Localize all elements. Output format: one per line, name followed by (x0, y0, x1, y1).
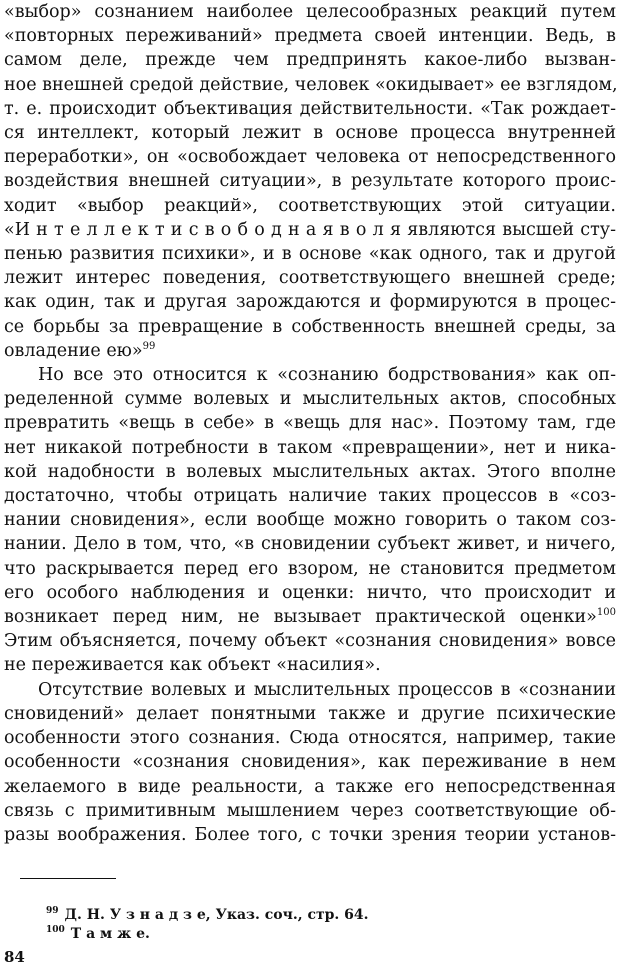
text-line: «повторных переживаний» предмета своей интенции. Ведь, в (4, 26, 616, 47)
footnote-text: Т а м ж е. (70, 926, 150, 942)
text-line: желаемого в виде реальности, а также его непосредственная (4, 776, 616, 797)
text-line: самом деле, прежде чем предпринять какое-либо вызван- (4, 50, 616, 71)
text-line: нет никакой потребности в таком «превращении», нет и ника- (4, 437, 616, 458)
text-line: се борьбы за превращение в собственность внешней среды, за (4, 316, 616, 337)
text-line: особенности этого сознания. Сюда относятся, например, такие (4, 728, 616, 749)
text-line: пенью развития психики», и в основе «как одного, так и другой (4, 244, 616, 265)
text-line: кой надобности в волевых мыслительных актах. Этого вполне (4, 461, 616, 482)
text-line: не переживается как объект «насилия». (4, 655, 381, 676)
body-text (4, 0, 616, 847)
text-line: ределенной сумме волевых и мыслительных актов, способных (4, 389, 616, 410)
page-number: 84 (4, 948, 25, 966)
text-line: нании. Дело в том, что, «в сновидении субъект живет, и ничего, (4, 534, 616, 555)
text-line: его особого наблюдения и оценки: ничто, что происходит и (4, 582, 616, 603)
text-line: Этим объясняется, почему объект «сознания сновидения» вовсе (4, 631, 616, 652)
text-line: достаточно, чтобы отрицать наличие таких процессов в «соз- (4, 486, 616, 507)
footnote (46, 906, 606, 925)
footnote-mark: 99 (46, 906, 59, 917)
paragraph-2 (4, 363, 616, 678)
text-line-content: возникает перед ним, не вызывает практической оценки» (4, 607, 597, 628)
text-line: лежит интерес поведения, соответствующего внешней среде; (4, 268, 616, 289)
text-line (4, 605, 616, 629)
text-line: разы воображения. Более того, с точки зрения теории установ- (4, 824, 616, 845)
text-line: Но все это относится к «сознанию бодрствования» как оп- (38, 365, 616, 386)
text-line (4, 339, 616, 363)
text-line: как один, так и другая зарождаются и формируются в процес- (4, 292, 616, 313)
text-line: нании сновидения», если вообще можно говорить о таком соз- (4, 510, 616, 531)
text-line-content: овладение ею» (4, 340, 143, 361)
text-line: особенности «сознания сновидения», как переживание в нем (4, 752, 616, 773)
paragraph-3 (4, 678, 616, 847)
text-line: ходит «выбор реакций», соответствующих этой ситуации. (4, 195, 616, 216)
footnote-divider (20, 878, 116, 879)
text-line: воздействия внешней ситуации», в результате которого проис- (4, 171, 616, 192)
footnote-ref: 100 (596, 607, 616, 619)
text-line: ся интеллект, который лежит в основе процесса внутренней (4, 123, 616, 144)
paragraph-1 (4, 0, 616, 363)
text-line: превратить «вещь в себе» в «вещь для нас». Поэтому там, где (4, 413, 616, 434)
footnote (46, 925, 606, 944)
text-line: связь с примитивным мышлением через соответствующие об- (4, 800, 616, 821)
text-line: т. е. происходит объективация действительности. «Так рождает- (4, 98, 616, 119)
text-line: сновидений» делает понятными также и другие психические (4, 703, 616, 724)
footnotes (46, 906, 606, 944)
text-line: переработки», он «освобождает человека от непосредственного (4, 147, 616, 168)
text-line: Отсутствие волевых и мыслительных процессов в «сознании (38, 679, 616, 700)
text-line: что раскрывается перед его взором, не становится предметом (4, 558, 616, 579)
footnote-text: Д. Н. У з н а д з е, Указ. соч., стр. 64. (64, 907, 369, 923)
footnote-mark: 100 (46, 925, 65, 936)
text-line: ное внешней средой действие, человек «окидывает» ее взглядом, (4, 74, 618, 95)
text-line: «И н т е л л е к т и с в о б о д н а я в о л я являются высшей сту- (4, 219, 616, 240)
text-line: «выбор» сознанием наиболее целесообразных реакций путем (4, 2, 616, 22)
footnote-ref: 99 (142, 341, 156, 353)
